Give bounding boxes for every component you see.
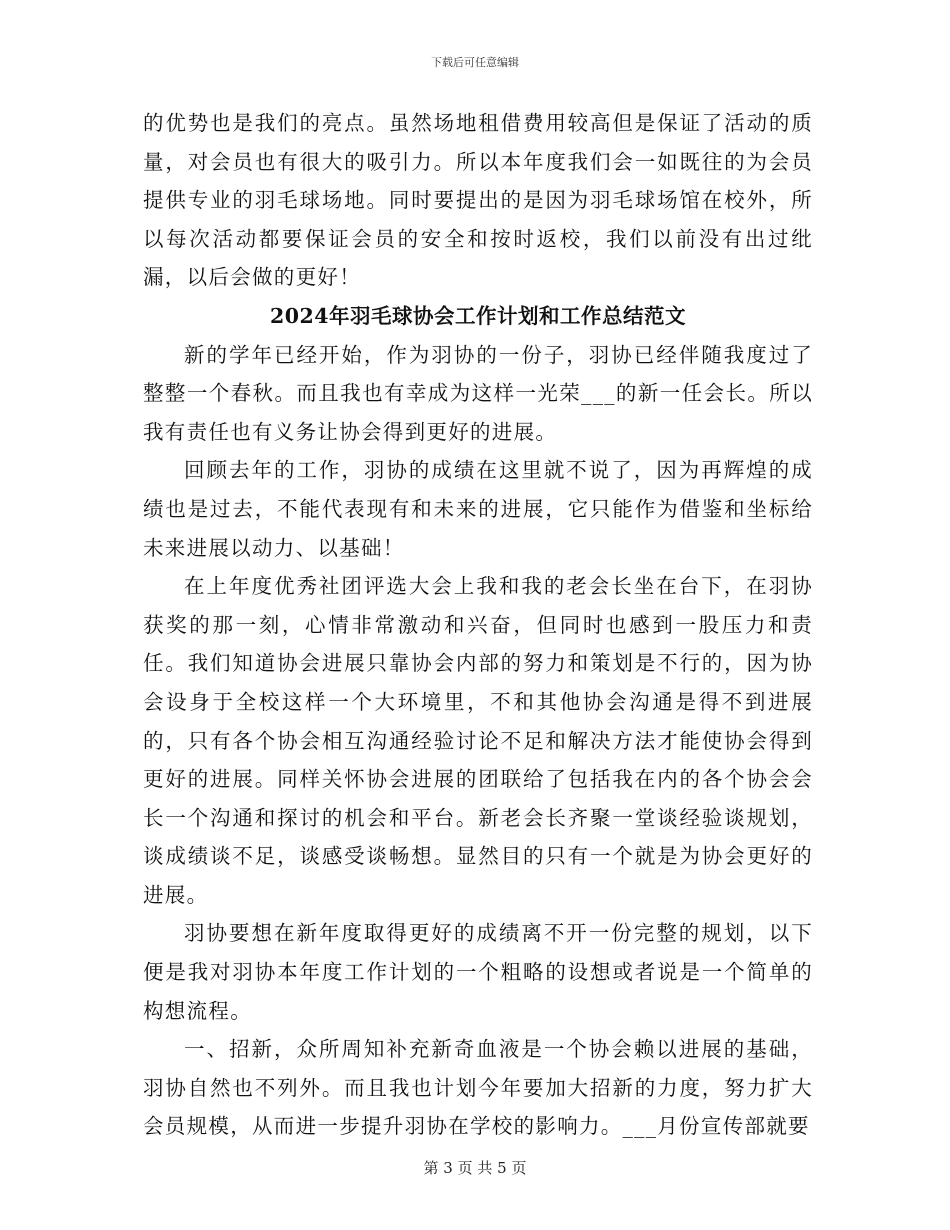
paragraph-3: 在上年度优秀社团评选大会上我和我的老会长坐在台下，在羽协获奖的那一刻，心情非常激动和兴奋，但同时也感到一股压力和责任。我们知道协会进展只靠协会内部的努力和策划是不行的，因为协会设身于全校这样一个大环境里，不和其他协会沟通是得不到进展的，只有各个协会相互沟通经验讨论不足和解决方法才能使协会得到更好的进展。同样关怀协会进展的团联给了包括我在内的各个协会会长一个沟通和探讨的机会和平台。新老会长齐聚一堂谈经验谈规划，谈成绩谈不足，谈感受谈畅想。显然目的只有一个就是为协会更好的进展。	[143, 574, 813, 907]
document-body	[143, 104, 813, 1146]
document-title: 2024年羽毛球协会工作计划和工作总结范文	[269, 303, 687, 328]
paragraph-1: 新的学年已经开始，作为羽协的一份子，羽协已经伴随我度过了整整一个春秋。而且我也有幸成为这样一光荣___的新一任会长。所以我有责任也有义务让协会得到更好的进展。	[143, 342, 813, 444]
paragraph-5: 一、招新，众所周知补充新奇血液是一个协会赖以进展的基础，羽协自然也不列外。而且我也计划今年要加大招新的力度，努力扩大会员规模，从而进一步提升羽协在学校的影响力。___月份宣传部就要	[143, 1037, 813, 1139]
page-footer: 第 3 页 共 5 页	[423, 1159, 527, 1177]
paragraph-4: 羽协要想在新年度取得更好的成绩离不开一份完整的规划，以下便是我对羽协本年度工作计划的一个粗略的设想或者说是一个简单的构想流程。	[143, 921, 813, 1023]
paragraph-2: 回顾去年的工作，羽协的成绩在这里就不说了，因为再辉煌的成绩也是过去，不能代表现有和未来的进展，它只能作为借鉴和坐标给未来进展以动力、以基础！	[143, 458, 813, 560]
continuation-paragraph: 的优势也是我们的亮点。虽然场地租借费用较高但是保证了活动的质量，对会员也有很大的吸引力。所以本年度我们会一如既往的为会员提供专业的羽毛球场地。同时要提出的是因为羽毛球场馆在校外，所以每次活动都要保证会员的安全和按时返校，我们以前没有出过纰漏，以后会做的更好！	[143, 111, 813, 290]
page-header: 下载后可任意编辑	[431, 56, 519, 69]
